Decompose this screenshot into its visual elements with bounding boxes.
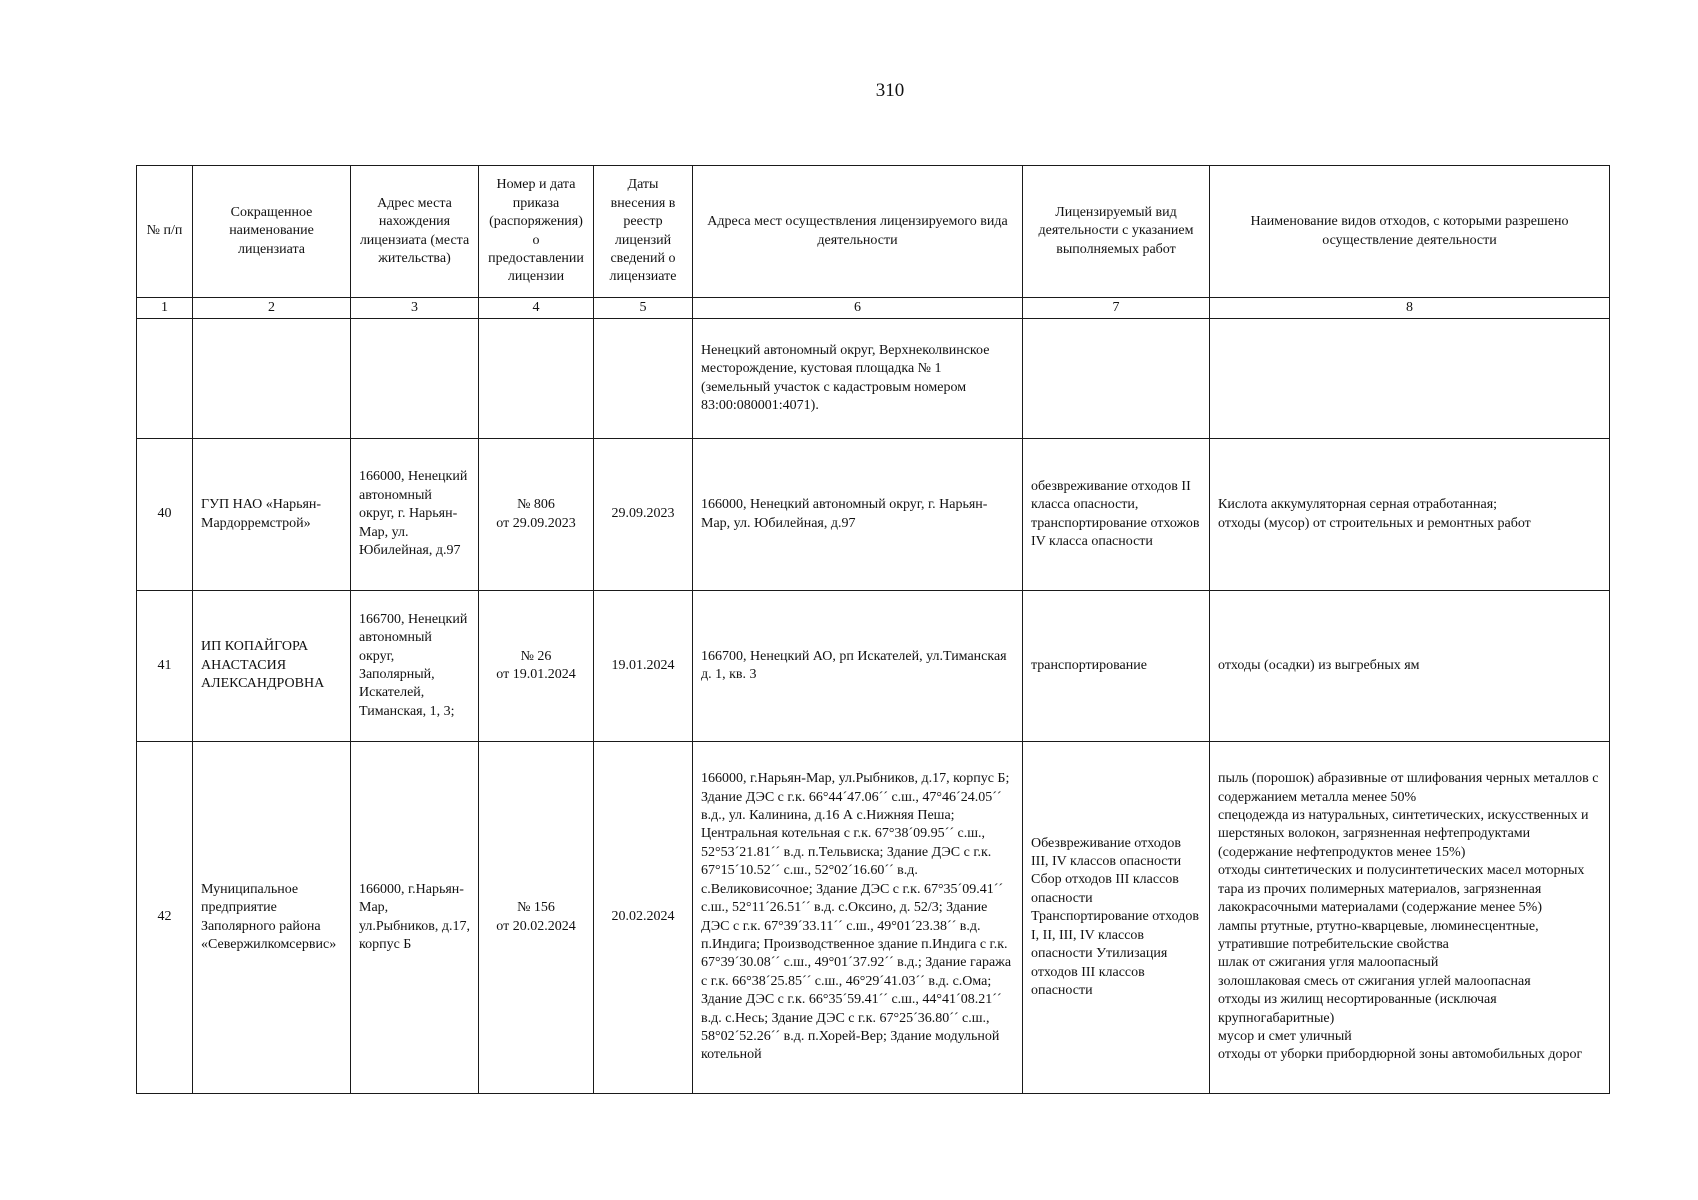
order-info: № 156 от 20.02.2024 <box>496 900 576 934</box>
licensee-address: 166000, г.Нарьян-Мар, ул.Рыбников, д.17, корпус Б <box>351 742 479 1094</box>
licensee-name: ИП КОПАЙГОРА АНАСТАСИЯ АЛЕКСАНДРОВНА <box>193 591 351 742</box>
registry-date <box>594 319 693 439</box>
column-number: 5 <box>594 298 693 319</box>
column-number: 6 <box>693 298 1023 319</box>
activity-type <box>1023 319 1210 439</box>
column-number-row <box>137 298 1610 319</box>
table-row <box>137 439 1610 591</box>
licensee-name: ГУП НАО «Нарьян-Мардорремстрой» <box>193 439 351 591</box>
header-registry-date: Даты внесения в реестр лицензий сведений о лицензиате <box>594 166 693 298</box>
column-number: 4 <box>479 298 594 319</box>
licensee-address: 166000, Ненецкий автономный округ, г. Нарьян-Мар, ул. Юбилейная, д.97 <box>351 439 479 591</box>
activity-places: 166000, Ненецкий автономный округ, г. Нарьян-Мар, ул. Юбилейная, д.97 <box>693 439 1023 591</box>
waste-types: пыль (порошок) абразивные от шлифования черных металлов с содержанием металла менее 50% спецодежда из натуральных, синтетических, искусственных и шерстяных волокон, загрязненная нефтепродуктами (содержание нефтепродуктов менее 15%) отходы синтетических и полусинтетических масел моторных тара из прочих полимерных материалов, загрязненная лакокрасочными материалами (содержание менее 5%) лампы ртутные, ртутно-кварцевые, люминесцентные, утратившие потребительские свойства шлак от сжигания угля малоопасный золошлаковая смесь от сжигания углей малоопасная отходы из жилищ несортированные (исключая крупногабаритные) мусор и смет уличный отходы от уборки прибордюрной зоны автомобильных дорог <box>1218 771 1599 1063</box>
licensee-name <box>193 319 351 439</box>
column-number: 7 <box>1023 298 1210 319</box>
header-order: Номер и дата приказа (распоряжения) о предоставлении лицензии <box>479 166 594 298</box>
activity-places: 166000, г.Нарьян-Мар, ул.Рыбников, д.17, корпус Б; Здание ДЭС с г.к. 66°44´47.06´´ с.ш., 47°46´24.05´´ в.д., ул. Калинина, д.16 А с.Нижняя Пеша; Центральная котельная с г.к. 67°38´09.95´´ с.ш., 52°53´21.81´´ в.д. п.Тельвиска; Здание ДЭС с г.к. 67°15´10.52´´ с.ш., 52°02´16.60´´ в.д. с.Великовисочное; Здание ДЭС с г.к. 67°35´09.41´´ с.ш., 52°11´26.51´´ в.д. с.Оксино, д. 52/3; Здание ДЭС с г.к. 67°39´33.11´´ с.ш., 49°01´23.38´´ в.д. п.Индига; Производственное здание п.Индига с г.к. 67°39´30.08´´ с.ш., 49°01´37.92´´ в.д.; Здание гаража с г.к. 66°38´25.85´´ с.ш., 46°29´41.03´´ в.д. с.Ома; Здание ДЭС с г.к. 66°35´59.41´´ с.ш., 44°41´08.21´´ в.д. с.Несь; Здание ДЭС с г.к. 67°25´36.80´´ с.ш., 58°02´52.26´´ в.д. п.Хорей-Вер; Здание модульной котельной <box>693 742 1023 1094</box>
order-info <box>479 319 594 439</box>
header-activity-places: Адреса мест осуществления лицензируемого вида деятельности <box>693 166 1023 298</box>
column-number: 8 <box>1210 298 1610 319</box>
registry-date: 29.09.2023 <box>594 439 693 591</box>
header-licensee-name: Сокращенное наименование лицензиата <box>193 166 351 298</box>
column-number: 1 <box>137 298 193 319</box>
page-number: 310 <box>875 80 905 101</box>
row-number: 40 <box>137 439 193 591</box>
licensee-address: 166700, Ненецкий автономный округ, Заполярный, Искателей, Тиманская, 1, 3; <box>351 591 479 742</box>
table-row <box>137 742 1610 1094</box>
table-row <box>137 591 1610 742</box>
header-waste-types: Наименование видов отходов, с которыми разрешено осуществление деятельности <box>1210 166 1610 298</box>
activity-type: транспортирование <box>1023 591 1210 742</box>
row-number <box>137 319 193 439</box>
row-number: 42 <box>137 742 193 1094</box>
licensee-name: Муниципальное предприятие Заполярного района «Севержилкомсервис» <box>193 742 351 1094</box>
activity-type: Обезвреживание отходов III, IV классов опасности Сбор отходов III классов опасности Транспортирование отходов I, II, III, IV классов опасности Утилизация отходов III классов опасности <box>1023 742 1210 1094</box>
table-header-row <box>137 166 1610 298</box>
license-registry-table <box>136 165 1610 1094</box>
order-info: № 26 от 19.01.2024 <box>496 648 576 682</box>
licensee-address <box>351 319 479 439</box>
registry-date: 19.01.2024 <box>594 591 693 742</box>
registry-date: 20.02.2024 <box>594 742 693 1094</box>
waste-types <box>1210 319 1610 439</box>
order-info: № 806 от 29.09.2023 <box>496 497 576 531</box>
header-number: № п/п <box>137 166 193 298</box>
column-number: 2 <box>193 298 351 319</box>
header-activity-type: Лицензируемый вид деятельности с указанием выполняемых работ <box>1023 166 1210 298</box>
waste-types: отходы (осадки) из выгребных ям <box>1210 591 1610 742</box>
activity-places: Ненецкий автономный округ, Верхнеколвинское месторождение, кустовая площадка № 1 (земельный участок с кадастровым номером 83:00:080001:4071). <box>693 319 1023 439</box>
header-licensee-address: Адрес места нахождения лицензиата (места жительства) <box>351 166 479 298</box>
table-row-continuation <box>137 319 1610 439</box>
activity-places: 166700, Ненецкий АО, рп Искателей, ул.Тиманская д. 1, кв. 3 <box>693 591 1023 742</box>
row-number: 41 <box>137 591 193 742</box>
waste-types: Кислота аккумуляторная серная отработанная; отходы (мусор) от строительных и ремонтных работ <box>1218 497 1531 531</box>
column-number: 3 <box>351 298 479 319</box>
activity-type: обезвреживание отходов II класса опасности, транспортирование отхожов IV класса опасности <box>1023 439 1210 591</box>
